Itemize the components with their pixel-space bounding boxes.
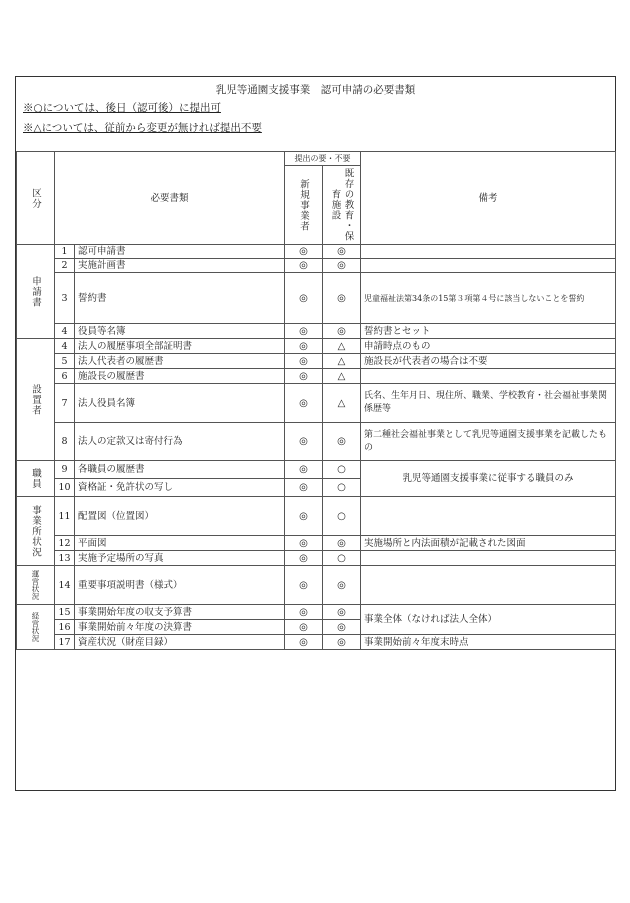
header-category: 区分 — [17, 152, 55, 245]
header-row — [17, 152, 616, 166]
document-name: 法人の履歴事項全部証明書 — [75, 339, 285, 354]
document-name: 配置図（位置図） — [75, 497, 285, 536]
mark-existing: △ — [323, 339, 361, 354]
document-name: 平面図 — [75, 536, 285, 551]
mark-new: ◎ — [285, 620, 323, 635]
mark-existing: ○ — [323, 551, 361, 566]
mark-new: ◎ — [285, 551, 323, 566]
mark-new: ◎ — [285, 461, 323, 479]
mark-new: ◎ — [285, 566, 323, 605]
mark-new: ◎ — [285, 497, 323, 536]
mark-new: ◎ — [285, 536, 323, 551]
header-remarks: 備考 — [361, 152, 616, 245]
mark-new: ◎ — [285, 354, 323, 369]
category-application: 申請書 — [17, 245, 55, 339]
mark-existing: ◎ — [323, 605, 361, 620]
row-number: 10 — [55, 479, 75, 497]
mark-new: ◎ — [285, 369, 323, 384]
table-row — [17, 566, 616, 605]
row-number: 4 — [55, 339, 75, 354]
table-row — [17, 259, 616, 273]
table-row — [17, 605, 616, 620]
remark — [361, 551, 616, 566]
category-management: 経営状況 — [17, 605, 55, 650]
table-row — [17, 536, 616, 551]
row-number: 16 — [55, 620, 75, 635]
mark-new: ◎ — [285, 423, 323, 461]
row-number: 13 — [55, 551, 75, 566]
document-name: 事業開始年度の収支予算書 — [75, 605, 285, 620]
remark — [361, 497, 616, 536]
header-requirement-group: 提出の要・不要 — [285, 152, 361, 166]
table-row — [17, 423, 616, 461]
document-name: 事業開始前々年度の決算書 — [75, 620, 285, 635]
header-existing-facility: 既存の教育・保育施設 — [323, 166, 361, 245]
remark — [361, 245, 616, 259]
remark: 事業全体（なければ法人全体） — [361, 605, 616, 635]
document-name: 実施計画書 — [75, 259, 285, 273]
mark-new: ◎ — [285, 605, 323, 620]
document-name: 実施予定場所の写真 — [75, 551, 285, 566]
row-number: 9 — [55, 461, 75, 479]
row-number: 14 — [55, 566, 75, 605]
table-row — [17, 339, 616, 354]
table-row — [17, 354, 616, 369]
mark-existing: ◎ — [323, 566, 361, 605]
document-name: 資産状況（財産目録） — [75, 635, 285, 650]
header-documents: 必要書類 — [55, 152, 285, 245]
mark-existing: ◎ — [323, 536, 361, 551]
row-number: 1 — [55, 245, 75, 259]
mark-existing: ◎ — [323, 273, 361, 324]
mark-new: ◎ — [285, 479, 323, 497]
table-row — [17, 245, 616, 259]
table-row — [17, 273, 616, 324]
mark-new: ◎ — [285, 339, 323, 354]
remark: 乳児等通園支援事業に従事する職員のみ — [361, 461, 616, 497]
category-operation: 運営状況 — [17, 566, 55, 605]
mark-new: ◎ — [285, 384, 323, 423]
mark-existing: ○ — [323, 479, 361, 497]
mark-existing: ◎ — [323, 259, 361, 273]
row-number: 4 — [55, 324, 75, 339]
document-title: 乳児等通園支援事業 認可申請の必要書類 — [215, 84, 416, 96]
mark-existing: ◎ — [323, 635, 361, 650]
remark: 事業開始前々年度末時点 — [361, 635, 616, 650]
row-number: 8 — [55, 423, 75, 461]
document-name: 重要事項説明書（様式） — [75, 566, 285, 605]
mark-existing: △ — [323, 354, 361, 369]
mark-existing: △ — [323, 369, 361, 384]
mark-existing: ◎ — [323, 245, 361, 259]
document-name: 法人代表者の履歴書 — [75, 354, 285, 369]
table-row — [17, 551, 616, 566]
row-number: 3 — [55, 273, 75, 324]
header-new-operator: 新規事業者 — [285, 166, 323, 245]
mark-new: ◎ — [285, 259, 323, 273]
remark: 誓約書とセット — [361, 324, 616, 339]
remark — [361, 369, 616, 384]
document-name: 法人の定款又は寄付行為 — [75, 423, 285, 461]
table-row — [17, 324, 616, 339]
mark-new: ◎ — [285, 245, 323, 259]
table-row — [17, 497, 616, 536]
remark: 申請時点のもの — [361, 339, 616, 354]
table-row — [17, 461, 616, 479]
document-name: 誓約書 — [75, 273, 285, 324]
mark-existing: ○ — [323, 461, 361, 479]
title-block — [16, 77, 615, 152]
remark: 施設長が代表者の場合は不要 — [361, 354, 616, 369]
mark-existing: △ — [323, 384, 361, 423]
documents-table — [16, 151, 616, 650]
row-number: 12 — [55, 536, 75, 551]
table-row — [17, 635, 616, 650]
row-number: 7 — [55, 384, 75, 423]
remark: 氏名、生年月日、現住所、職業、学校教育・社会福祉事業関係歴等 — [361, 384, 616, 423]
mark-new: ◎ — [285, 635, 323, 650]
mark-new: ◎ — [285, 273, 323, 324]
category-establisher: 設置者 — [17, 339, 55, 461]
document-name: 役員等名簿 — [75, 324, 285, 339]
remark: 第二種社会福祉事業として乳児等通園支援事業を記載したもの — [361, 423, 616, 461]
row-number: 15 — [55, 605, 75, 620]
mark-existing: ◎ — [323, 423, 361, 461]
category-staff: 職員 — [17, 461, 55, 497]
row-number: 17 — [55, 635, 75, 650]
mark-existing: ◎ — [323, 324, 361, 339]
remark — [361, 259, 616, 273]
document-frame — [15, 76, 616, 791]
document-name: 認可申請書 — [75, 245, 285, 259]
table-row — [17, 384, 616, 423]
row-number: 11 — [55, 497, 75, 536]
row-number: 5 — [55, 354, 75, 369]
document-name: 施設長の履歴書 — [75, 369, 285, 384]
remark: 実施場所と内法面積が記載された図面 — [361, 536, 616, 551]
table-row — [17, 369, 616, 384]
document-name: 資格証・免許状の写し — [75, 479, 285, 497]
note-triangle: ※△については、従前から変更が無ければ提出不要 — [23, 122, 262, 134]
document-name: 法人役員名簿 — [75, 384, 285, 423]
note-circle: ※○については、後日（認可後）に提出可 — [23, 102, 221, 114]
category-facility: 事業所状況 — [17, 497, 55, 566]
mark-new: ◎ — [285, 324, 323, 339]
remark: 児童福祉法第34条の15第３項第４号に該当しないことを誓約 — [361, 273, 616, 324]
mark-existing: ◎ — [323, 620, 361, 635]
remark — [361, 566, 616, 605]
document-name: 各職員の履歴書 — [75, 461, 285, 479]
row-number: 6 — [55, 369, 75, 384]
mark-existing: ○ — [323, 497, 361, 536]
row-number: 2 — [55, 259, 75, 273]
